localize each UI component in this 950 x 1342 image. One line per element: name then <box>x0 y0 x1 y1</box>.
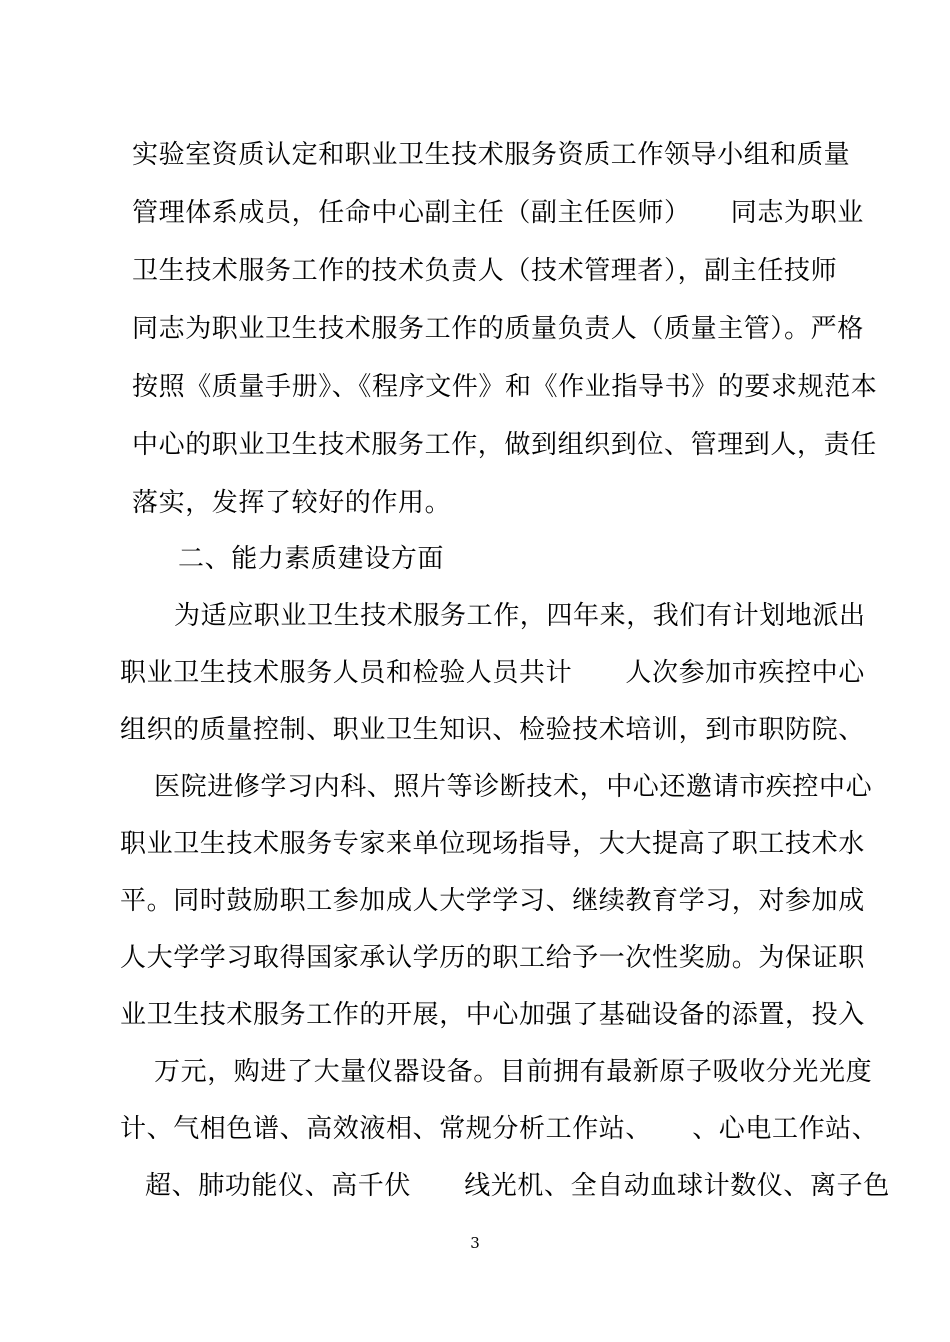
text-line-1: 实验室资质认定和职业卫生技术服务资质工作领导小组和质量 <box>132 140 851 170</box>
text-line-13: 职业卫生技术服务专家来单位现场指导，大大提高了职工技术水 <box>120 829 865 859</box>
text-line-16: 业卫生技术服务工作的开展，中心加强了基础设备的添置，投入 <box>120 1000 865 1030</box>
section-heading: 二、能力素质建设方面 <box>178 544 445 574</box>
text-line-11: 组织的质量控制、职业卫生知识、检验技术培训，到市职防院、 <box>120 715 865 745</box>
text-line-4: 同志为职业卫生技术服务工作的质量负责人（质量主管）。严格 <box>132 314 864 344</box>
text-line-6: 中心的职业卫生技术服务工作，做到组织到位、管理到人，责任 <box>132 430 877 460</box>
text-line-19: 超、肺功能仪、高千伏 线光机、全自动血球计数仪、离子色 <box>145 1171 890 1201</box>
text-line-17: 万元，购进了大量仪器设备。目前拥有最新原子吸收分光光度 <box>154 1057 873 1087</box>
text-line-2: 管理体系成员，任命中心副主任（副主任医师） 同志为职业 <box>132 198 864 228</box>
text-line-10: 职业卫生技术服务人员和检验人员共计 人次参加市疾控中心 <box>120 658 865 688</box>
text-line-14: 平。同时鼓励职工参加成人大学学习、继续教育学习，对参加成 <box>120 886 865 916</box>
page-number: 3 <box>470 1234 480 1252</box>
text-line-3: 卫生技术服务工作的技术负责人（技术管理者），副主任技师 <box>132 256 838 286</box>
text-line-12: 医院进修学习内科、照片等诊断技术，中心还邀请市疾控中心 <box>154 772 873 802</box>
text-line-7: 落实，发挥了较好的作用。 <box>132 488 452 518</box>
text-line-9: 为适应职业卫生技术服务工作，四年来，我们有计划地派出 <box>174 601 866 631</box>
text-line-5: 按照《质量手册》、《程序文件》和《作业指导书》的要求规范本 <box>132 372 878 402</box>
text-line-15: 人大学学习取得国家承认学历的职工给予一次性奖励。为保证职 <box>120 943 865 973</box>
text-line-18: 计、气相色谱、高效液相、常规分析工作站、 、心电工作站、 <box>120 1114 879 1144</box>
